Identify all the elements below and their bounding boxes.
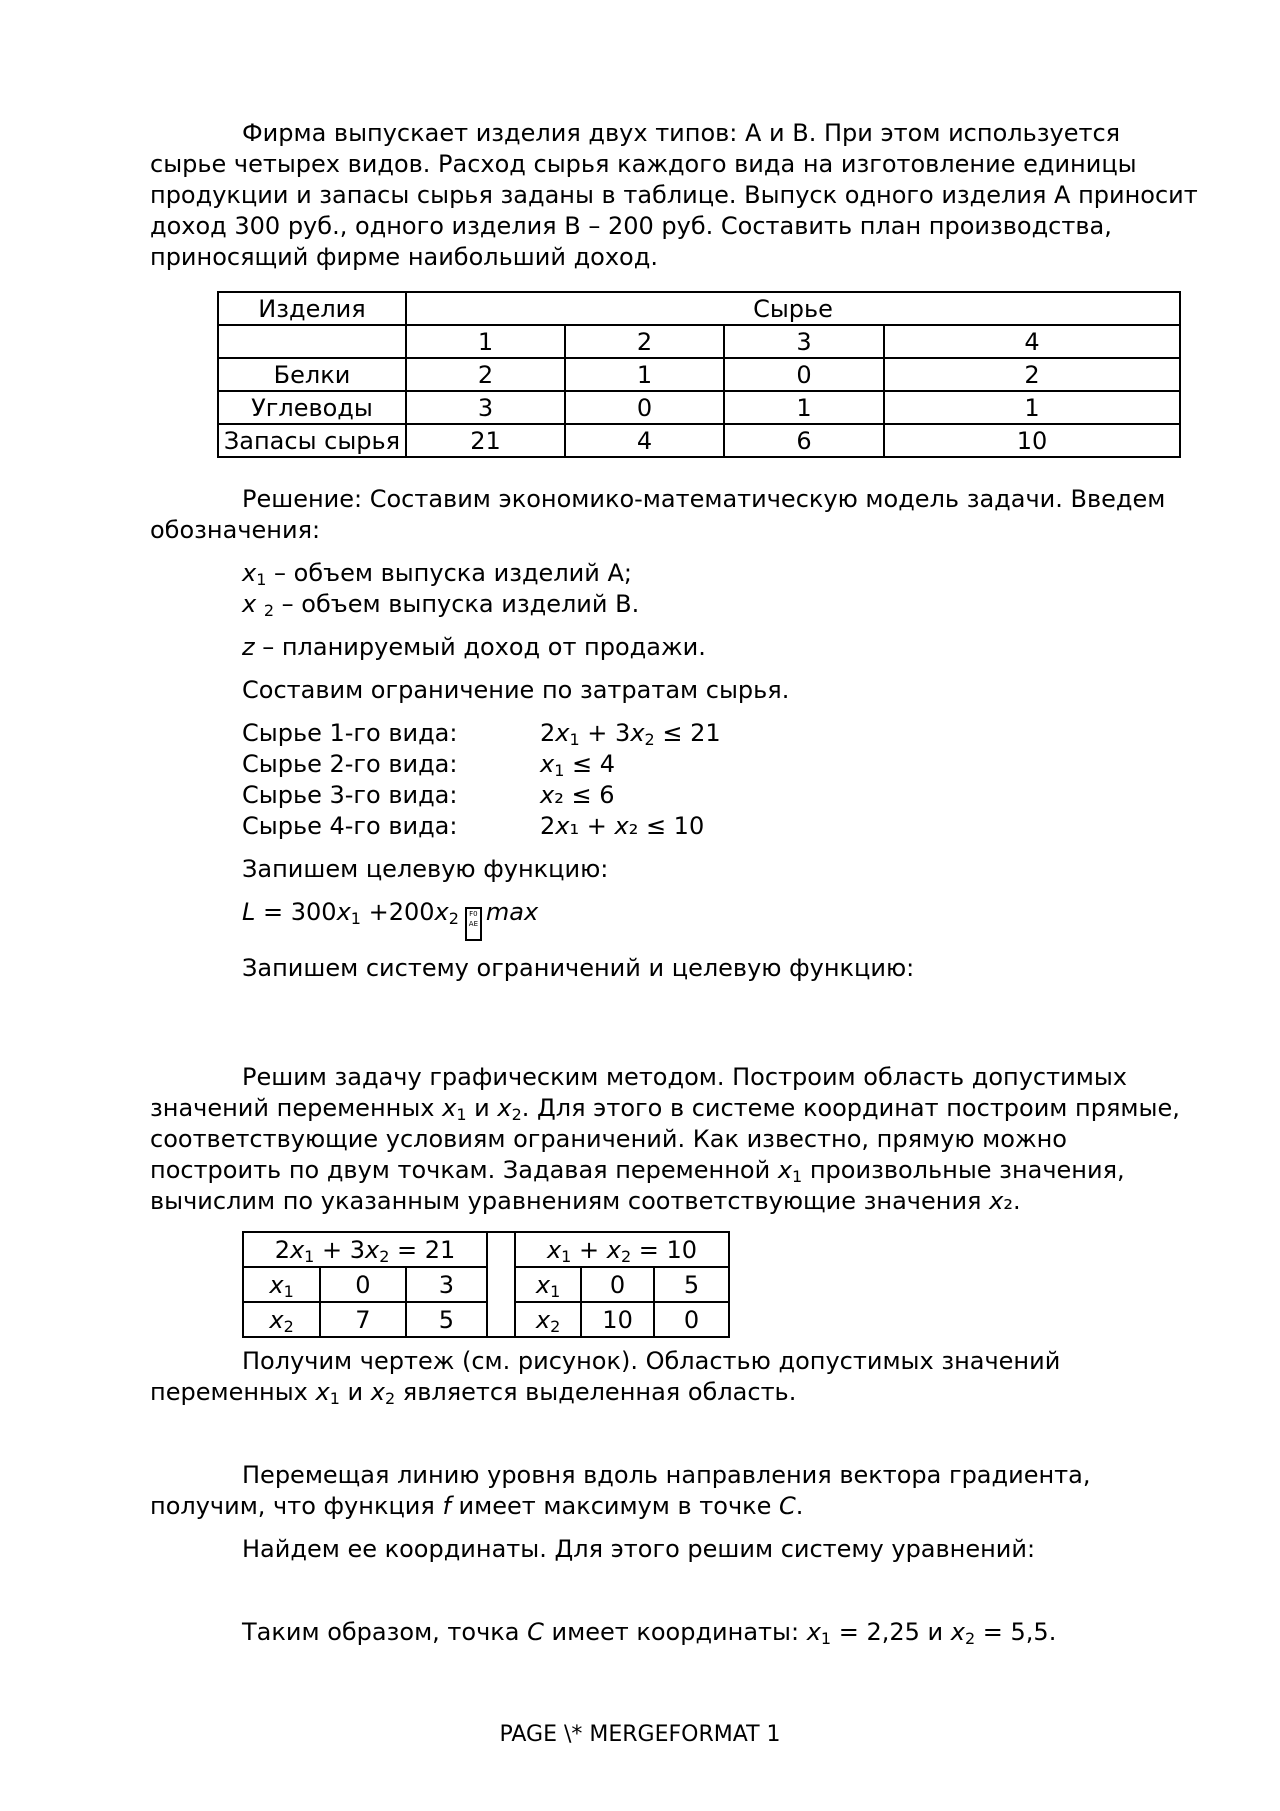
row-label: Запасы сырья — [218, 424, 406, 457]
objective-intro: Запишем целевую функцию: — [242, 855, 609, 883]
resources-table — [217, 291, 1181, 458]
table-cell: 1 — [724, 391, 884, 424]
constraint-row: Сырье 4-го вида: 2x₁ + x₂ ≤ 10 — [242, 812, 705, 840]
constraint-row: Сырье 1-го вида: $2x_1 + 3x_2 \le 21$ — [242, 719, 721, 749]
points-table — [242, 1231, 730, 1338]
table-header-row — [218, 292, 1180, 325]
table-cell: 21 — [406, 424, 565, 457]
objective-function: $L = 300x_1 +200x_2$ F0 AE max — [242, 897, 1200, 941]
equation-2-header: $x_1 + x_2 = 10$ — [515, 1232, 729, 1267]
col-label: 1 — [406, 325, 565, 358]
table-header-row — [243, 1232, 729, 1267]
col-label: 2 — [565, 325, 724, 358]
constraint-expression: 2x₁ + x₂ ≤ 10 — [540, 812, 705, 840]
table-row — [218, 391, 1180, 424]
table-cell: 0 — [565, 391, 724, 424]
page-footer: PAGE \* MERGEFORMAT 1 — [499, 1722, 781, 1747]
table-cell: 5 — [654, 1267, 729, 1302]
table-row — [243, 1267, 729, 1302]
table-cell: 0 — [581, 1267, 654, 1302]
table-cell: 1 — [884, 391, 1180, 424]
x1-definition: $x_1$ – объем выпуска изделий А; — [242, 559, 632, 589]
z-definition: z – планируемый доход от продажи. — [242, 633, 706, 661]
table-row — [243, 1302, 729, 1337]
table-cell: 1 — [565, 358, 724, 391]
table-subheader-row — [218, 325, 1180, 358]
var-label: $x_2$ — [515, 1302, 581, 1337]
x2-definition: x $_2$ – объем выпуска изделий В. — [242, 590, 640, 620]
constraint-row: Сырье 3-го вида: x₂ ≤ 6 — [242, 781, 615, 809]
equation-1-header: $2x_1 + 3x_2 = 21$ — [243, 1232, 487, 1267]
missing-glyph-icon: F0 AE — [465, 907, 482, 941]
constraint-expression: x₂ ≤ 6 — [540, 781, 615, 809]
var-label: $x_1$ — [515, 1267, 581, 1302]
table-cell: 0 — [724, 358, 884, 391]
table-cell: 10 — [581, 1302, 654, 1337]
solution-intro: Решение: Составим экономико-математическую модель задачи. Введем обозначения: — [150, 485, 1166, 544]
col-label: 4 — [884, 325, 1180, 358]
document-page — [150, 118, 1200, 1648]
header-products: Изделия — [218, 292, 406, 325]
table-row — [218, 424, 1180, 457]
table-cell: 2 — [884, 358, 1180, 391]
table-cell: 4 — [565, 424, 724, 457]
table-row — [218, 358, 1180, 391]
table-cell: 7 — [320, 1302, 406, 1337]
var-label: $x_1$ — [243, 1267, 320, 1302]
var-label: $x_2$ — [243, 1302, 320, 1337]
row-label: Углеводы — [218, 391, 406, 424]
table-cell: 0 — [320, 1267, 406, 1302]
table-cell: 10 — [884, 424, 1180, 457]
conclusion-paragraph: Таким образом, точка C имеет координаты: $x_1 = 2,25$ и $x_2 = 5,5$. — [242, 1618, 1057, 1648]
table-cell: 2 — [406, 358, 565, 391]
variable-definitions — [242, 558, 1200, 984]
find-coordinates-paragraph: Найдем ее координаты. Для этого решим систему уравнений: — [242, 1535, 1036, 1563]
constraint-row: Сырье 2-го вида: $x_1 \le 4$ — [242, 750, 616, 780]
intro-paragraph: Фирма выпускает изделия двух типов: А и В. При этом используется сырье четырех видов. Расход сырья каждого вида на изготовление единицы продукции и запасы сырья заданы в таблице. Выпуск одного изделия А приносит доход 300 руб., одного изделия В – 200 руб. Составить план производства, приносящий фирме наибольший доход. — [150, 119, 1198, 271]
constraint-expression: $x_1 \le 4$ — [540, 750, 616, 780]
header-raw-materials: Сырье — [406, 292, 1180, 325]
row-label: Белки — [218, 358, 406, 391]
table-cell: 3 — [406, 1267, 487, 1302]
gradient-paragraph: Перемещая линию уровня вдоль направления вектора градиента, получим, что функция f имеет максимум в точке C. — [150, 1461, 1091, 1520]
constraints-list — [242, 718, 1200, 842]
constraint-expression: $2x_1 + 3x_2 \le 21$ — [540, 719, 721, 749]
table-cell: 6 — [724, 424, 884, 457]
feasible-region-paragraph: Получим чертеж (см. рисунок). Областью допустимых значений переменных $x_1$ и $x_2$ является выделенная область. — [150, 1347, 1061, 1408]
constraints-intro: Составим ограничение по затратам сырья. — [242, 676, 790, 704]
table-cell: 5 — [406, 1302, 487, 1337]
table-cell: 0 — [654, 1302, 729, 1337]
graphical-method-paragraph: Решим задачу графическим методом. Построим область допустимых значений переменных $x_1$ и $x_2$. Для этого в системе координат построим прямые, соответствующие условиям ограничений. Как известно, прямую можно построить по двум точкам. Задавая переменной $x_1$ произвольные значения, вычислим по указанным уравнениям соответствующие значения x₂. — [150, 1063, 1180, 1215]
system-intro: Запишем систему ограничений и целевую функцию: — [242, 954, 915, 982]
col-label: 3 — [724, 325, 884, 358]
table-cell: 3 — [406, 391, 565, 424]
